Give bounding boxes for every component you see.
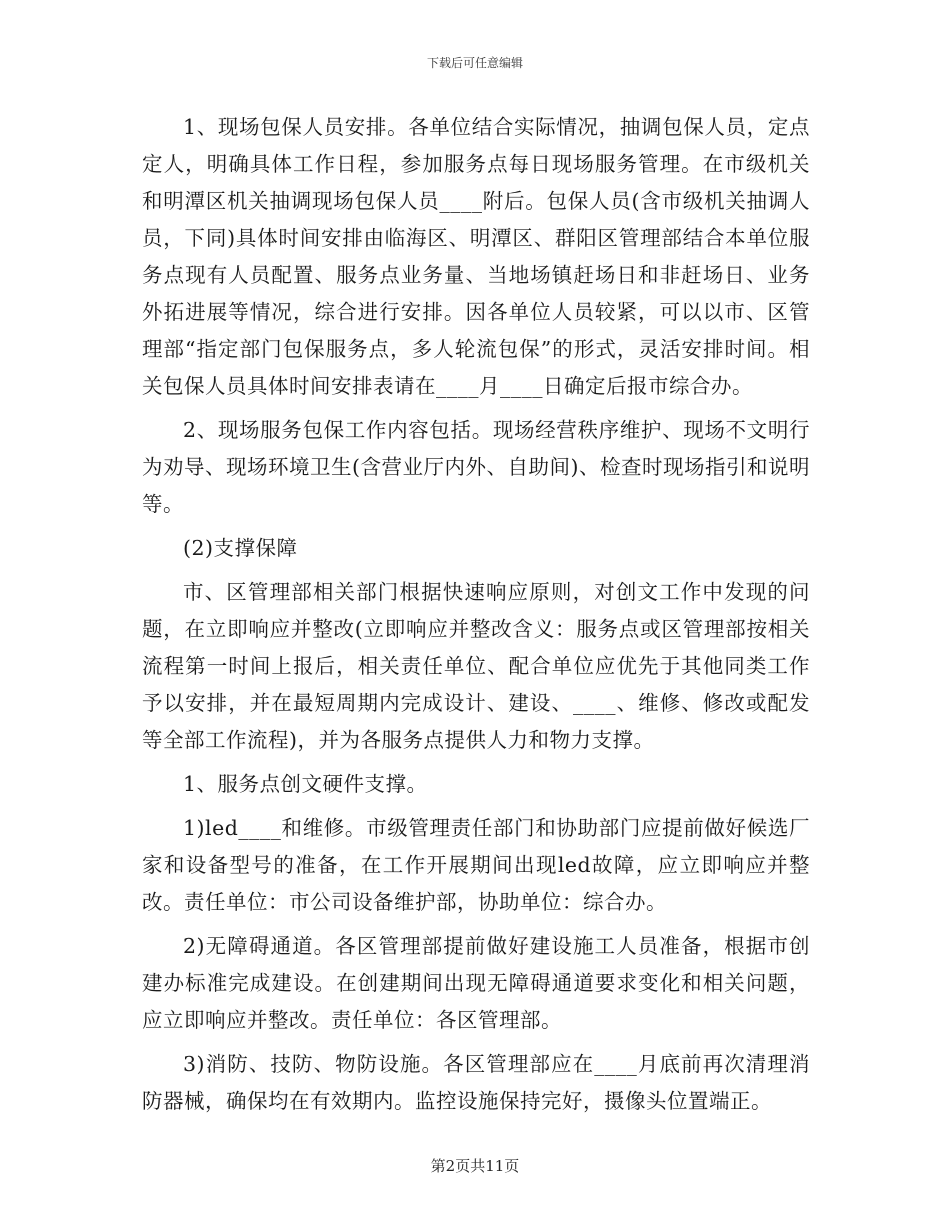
paragraph-hardware-support: 1、服务点创文硬件支撑。 — [183, 772, 428, 796]
paragraph-accessible-passage: 2)无障碍通道。各区管理部提前做好建设施工人员准备，根据市创建办标准完成建设。在创建期间出现无障碍通道要求变化和相关问题，应立即响应并整改。责任单位：各区管理部。 — [142, 934, 810, 1032]
paragraph-staff-arrangement: 1、现场包保人员安排。各单位结合实际情况，抽调包保人员，定点定人，明确具体工作日程，参加服务点每日现场服务管理。在市级机关和明潭区机关抽调现场包保人员____附后。包保人员(含市级机关抽调人员，下同)具体时间安排由临海区、明潭区、群阳区管理部结合本单位服务点现有人员配置、服务点业务量、当地场镇赶场日和非赶场日、业务外拓进展等情况，综合进行安排。因各单位人员较紧，可以以市、区管理部“指定部门包保服务点，多人轮流包保”的形式，灵活安排时间。相关包保人员具体时间安排表请在____月____日确定后报市综合办。 — [142, 115, 810, 398]
section-heading-support: (2)支撑保障 — [183, 536, 298, 560]
paragraph-fire-security: 3)消防、技防、物防设施。各区管理部应在____月底前再次清理消防器械，确保均在有效期内。监控设施保持完好，摄像头位置端正。 — [142, 1052, 810, 1113]
paragraph-service-content: 2、现场服务包保工作内容包括。现场经营秩序维护、现场不文明行为劝导、现场环境卫生(含营业厅内外、自助间)、检查时现场指引和说明等。 — [142, 418, 810, 516]
document-body — [142, 109, 810, 1120]
paragraph-led-maintenance: 1)led____和维修。市级管理责任部门和协助部门应提前做好候选厂家和设备型号的准备，在工作开展期间出现led故障，应立即响应并整改。责任单位：市公司设备维护部，协助单位：综合办。 — [142, 816, 810, 914]
header-note: 下载后可任意编辑 — [426, 56, 523, 70]
paragraph-rapid-response: 市、区管理部相关部门根据快速响应原则，对创文工作中发现的问题，在立即响应并整改(立即响应并整改含义：服务点或区管理部按相关流程第一时间上报后，相关责任单位、配合单位应优先于其他同类工作予以安排，并在最短周期内完成设计、建设、____、维修、修改或配发等全部工作流程)，并为各服务点提供人力和物力支撑。 — [142, 580, 810, 752]
page-number: 第2页共11页 — [430, 1157, 520, 1175]
